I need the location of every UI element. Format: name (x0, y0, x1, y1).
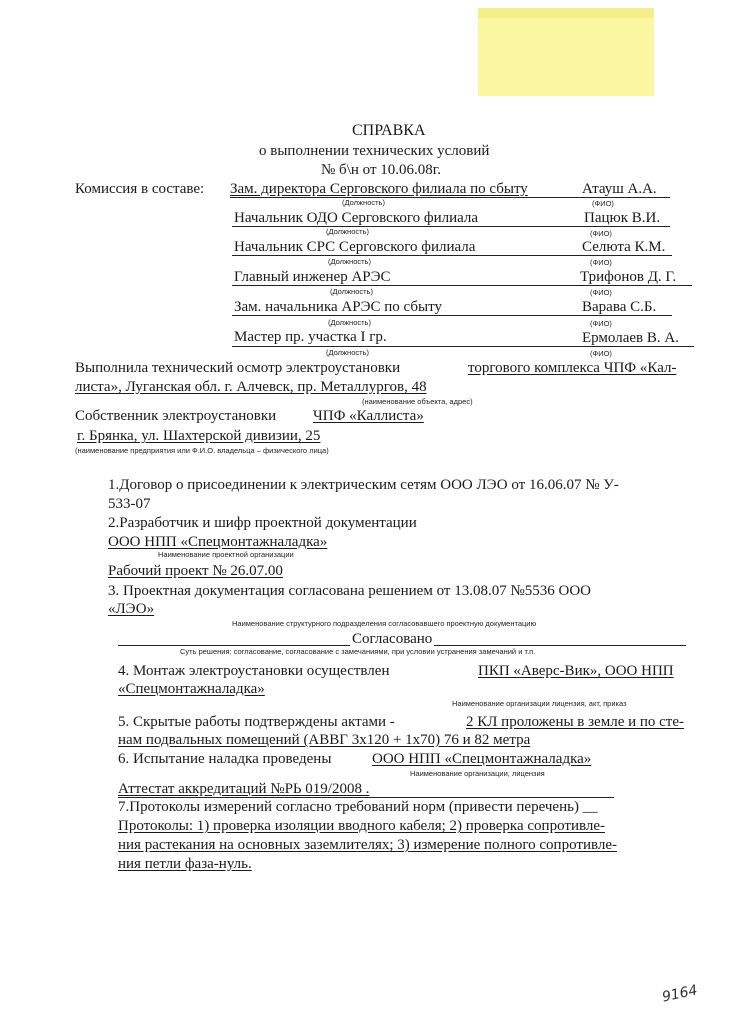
position-caption: (Должность) (342, 198, 385, 207)
item-5-line2: нам подвальных помещений (АВВГ 3х120 + 1х70) 76 и 82 метра (118, 732, 531, 748)
item-5-prefix: 5. Скрытые работы подтверждены актами - (118, 714, 395, 730)
underline (230, 197, 670, 198)
item-3-line1: 3. Проектная документация согласована решением от 13.08.07 №5536 ООО (108, 583, 592, 599)
item-2-caption: Наименование проектной организации (158, 550, 294, 559)
doc-subtitle: о выполнении технических условий (259, 143, 490, 159)
member-name: Ермолаев В. А. (582, 330, 679, 346)
member-position: Начальник ОДО Серговского филиала (234, 210, 479, 226)
item-4-caption: Наименование организации лицензия, акт, приказ (452, 699, 627, 708)
item-1-line2: 533-07 (108, 496, 151, 512)
doc-title: СПРАВКА (352, 122, 426, 139)
position-caption: (Должность) (328, 318, 371, 327)
position-caption: (Должность) (330, 287, 373, 296)
object-caption: (наименование объекта, адрес) (362, 397, 473, 406)
item-6-caption: Наименование организации, лицензия (410, 769, 545, 778)
member-name: Атауш А.А. (582, 181, 657, 197)
member-position: Начальник СРС Серговского филиала (234, 239, 476, 255)
fio-caption: (ФИО) (590, 349, 612, 358)
item-7-line1: 7.Протоколы измерений согласно требований норм (привести перечень) __ (118, 799, 598, 815)
inspection-object-address: листа», Луганская обл. г. Алчевск, пр. Металлургов, 48 (75, 379, 427, 395)
item-7-line3: ния растекания на основных заземлителях; 3) измерение полного сопротивле- (118, 837, 617, 853)
item-6-org: ООО НПП «Спецмонтажналадка» (372, 751, 592, 767)
member-name: Селюта К.М. (582, 239, 666, 255)
owner-caption: (наименование предприятия или Ф.И.О. владельца – физического лица) (75, 446, 329, 455)
item-7-line2: Протоколы: 1) проверка изоляции вводного кабеля; 2) проверка сопротивле- (118, 818, 605, 834)
member-position: Зам. начальника АРЭС по сбыту (234, 299, 442, 315)
owner-address: г. Брянка, ул. Шахтерской дивизии, 25 (77, 428, 321, 444)
fio-caption: (ФИО) (590, 319, 612, 328)
item-1-line1: 1.Договор о присоединении к электрическим сетям ООО ЛЭО от 16.06.07 № У- (108, 477, 619, 493)
item-4-prefix: 4. Монтаж электроустановки осуществлен (118, 663, 390, 679)
underline (232, 255, 672, 256)
member-position: Зам. директора Серговского филиала по сбыту (230, 181, 528, 197)
item-3-line2: «ЛЭО» (108, 601, 155, 617)
underline (232, 285, 692, 286)
item-3-caption-1: Наименование структурного подразделения согласовавшего проектную документацию (232, 619, 537, 628)
item-2-line1: 2.Разработчик и шифр проектной документации (108, 515, 417, 531)
item-3-decision: Согласовано (352, 631, 433, 647)
sticky-note (478, 8, 654, 96)
inspection-prefix: Выполнила технический осмотр электроустановки (75, 360, 401, 376)
member-name: Варава С.Б. (582, 299, 657, 315)
fio-caption: (ФИО) (590, 288, 612, 297)
owner-name: ЧПФ «Каллиста» (313, 408, 424, 424)
item-2-org: ООО НПП «Спецмонтажналадка» (108, 534, 328, 550)
doc-number: № б\н от 10.06.08г. (321, 162, 441, 178)
item-6-cert: Аттестат аккредитаций №РЬ 019/2008 . (118, 781, 370, 797)
fio-caption: (ФИО) (590, 258, 612, 267)
member-position: Мастер пр. участка I гр. (234, 329, 387, 345)
inspection-object: торгового комплекса ЧПФ «Кал- (468, 360, 677, 376)
member-position: Главный инженер АРЭС (234, 269, 391, 285)
underline (232, 346, 694, 347)
item-6-prefix: 6. Испытание наладка проведены (118, 751, 332, 767)
item-7-line4: ния петли фаза-нуль. (118, 856, 252, 872)
underline (232, 315, 672, 316)
item-5-rest: 2 КЛ проложены в земле и по сте- (466, 714, 685, 730)
item-4-line2: «Спецмонтажналадка» (118, 681, 265, 697)
owner-label: Собственник электроустановки (75, 408, 277, 424)
item-2-project: Рабочий проект № 26.07.00 (108, 563, 283, 579)
fio-caption: (ФИО) (592, 199, 614, 208)
position-caption: (Должность) (328, 257, 371, 266)
position-caption: (Должность) (326, 227, 369, 236)
item-4-orgs: ПКП «Аверс-Вик», ООО НПП (478, 663, 674, 679)
item-3-caption-2: Суть решения: согласование, согласование с замечаниями, при условии устранения замечаний и т.п. (180, 647, 536, 656)
position-caption: (Должность) (326, 348, 369, 357)
member-name: Пацюк В.И. (584, 210, 661, 226)
commission-label: Комиссия в составе: (75, 181, 205, 197)
underline (232, 226, 670, 227)
member-name: Трифонов Д. Г. (580, 269, 677, 285)
fio-caption: (ФИО) (590, 229, 612, 238)
handwritten-number: 9164 (660, 982, 699, 1006)
